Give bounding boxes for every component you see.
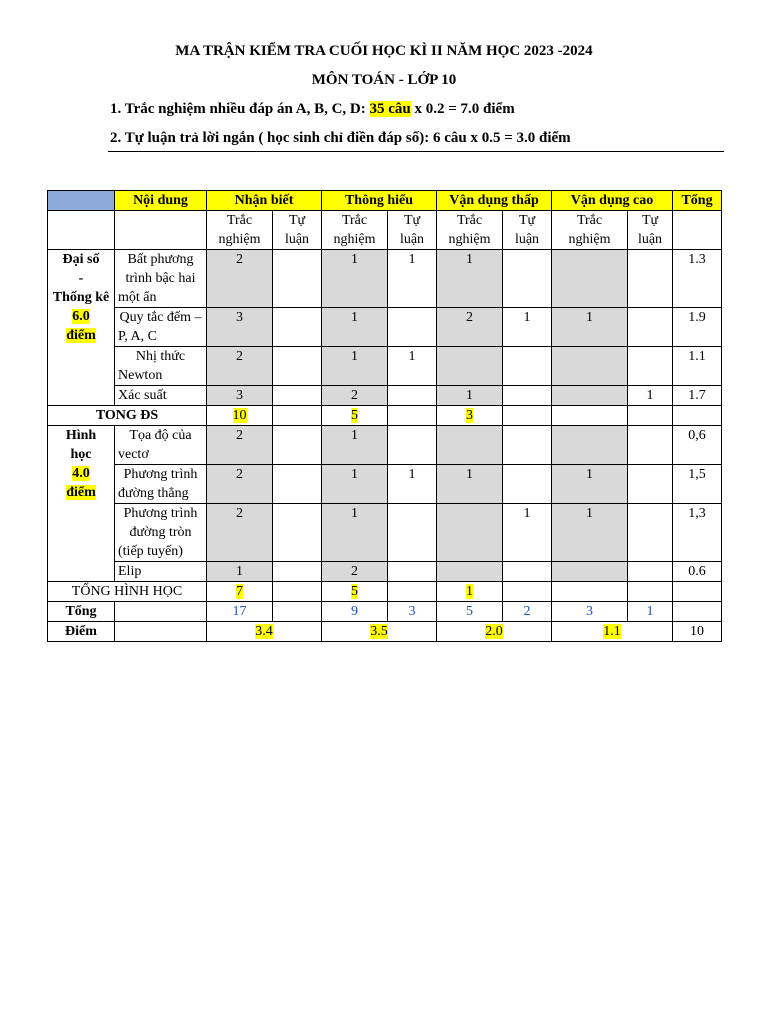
level-header-high-application: Vận dụng cao	[552, 191, 673, 211]
table-row	[48, 347, 722, 386]
sub-header-essay: Tự luận	[628, 211, 673, 250]
count-cell: 1	[322, 426, 388, 465]
count-cell: 1	[388, 465, 437, 504]
sub-header-mc: Trắc nghiệm	[552, 211, 628, 250]
table-row	[48, 426, 722, 465]
group-points: 4.0	[72, 466, 90, 481]
count-cell	[437, 426, 503, 465]
count-cell: 2	[207, 504, 273, 562]
count-cell: 1	[552, 465, 628, 504]
count-cell	[388, 562, 437, 582]
count-cell: 3	[437, 406, 503, 426]
row-total-cell	[673, 602, 722, 622]
count-cell	[273, 347, 322, 386]
row-total-cell	[673, 582, 722, 602]
group-points-unit: điểm	[66, 485, 96, 500]
count-cell	[388, 504, 437, 562]
group-name: Hình	[65, 428, 97, 443]
count-cell	[503, 386, 552, 406]
count-cell: 5	[437, 602, 503, 622]
group-points-unit: điểm	[66, 328, 96, 343]
count-cell: 2	[207, 465, 273, 504]
sub-header-mc: Trắc nghiệm	[437, 211, 503, 250]
count-cell	[628, 347, 673, 386]
count-cell	[273, 250, 322, 308]
grand-total-label: Tổng	[48, 602, 115, 622]
count-cell	[388, 582, 437, 602]
count-cell	[437, 562, 503, 582]
score-total-cell: 10	[673, 622, 722, 642]
count-cell: 1	[503, 504, 552, 562]
group-label-algebra	[48, 250, 115, 406]
sub-header-essay: Tự luận	[388, 211, 437, 250]
row-total-cell: 1,5	[673, 465, 722, 504]
count-cell	[273, 602, 322, 622]
corner-cell	[48, 191, 115, 211]
count-cell	[273, 386, 322, 406]
count-cell: 2	[437, 308, 503, 347]
row-total-cell: 0.6	[673, 562, 722, 582]
table-row	[48, 308, 722, 347]
content-header: Nội dung	[115, 191, 207, 211]
count-cell	[388, 426, 437, 465]
count-cell	[273, 406, 322, 426]
mc-desc-suffix: x 0.2 = 7.0 điểm	[410, 101, 515, 117]
count-cell: 1	[437, 250, 503, 308]
count-cell: 7	[207, 582, 273, 602]
count-cell: 3	[207, 386, 273, 406]
mc-desc-prefix: 1. Trắc nghiệm nhiều đáp án A, B, C, D:	[110, 101, 370, 117]
count-cell	[552, 562, 628, 582]
count-cell	[503, 406, 552, 426]
essay-description: 2. Tự luận trả lời ngắn ( học sinh chỉ điền đáp số): 6 câu x 0.5 = 3.0 điểm	[110, 130, 571, 146]
count-cell	[628, 562, 673, 582]
count-cell	[628, 582, 673, 602]
count-cell: 1	[322, 347, 388, 386]
row-total-cell: 1.1	[673, 347, 722, 386]
count-cell	[628, 465, 673, 504]
topic-cell: Xác suất	[115, 386, 207, 406]
empty-cell	[115, 602, 207, 622]
count-cell	[552, 386, 628, 406]
count-cell	[503, 465, 552, 504]
score-cell: 1.1	[552, 622, 673, 642]
count-cell	[628, 504, 673, 562]
group-name: Đại số	[62, 252, 100, 267]
count-cell: 2	[322, 562, 388, 582]
grand-total-row	[48, 602, 722, 622]
sub-header-mc: Trắc nghiệm	[207, 211, 273, 250]
count-cell: 1	[322, 504, 388, 562]
count-cell	[273, 426, 322, 465]
sub-header-essay: Tự luận	[503, 211, 552, 250]
count-cell: 1	[503, 308, 552, 347]
sub-header-essay: Tự luận	[273, 211, 322, 250]
count-cell	[273, 308, 322, 347]
count-cell: 2	[207, 347, 273, 386]
count-cell	[437, 504, 503, 562]
count-cell: 1	[322, 250, 388, 308]
count-cell	[552, 347, 628, 386]
count-cell	[388, 406, 437, 426]
subtotal-row-geometry	[48, 582, 722, 602]
count-cell	[628, 426, 673, 465]
count-cell: 1	[437, 386, 503, 406]
count-cell	[388, 386, 437, 406]
mc-question-count: 35 câu	[369, 101, 411, 117]
row-total-cell: 1,3	[673, 504, 722, 562]
group-name: Thống kê	[52, 290, 110, 305]
level-header-low-application: Vận dụng thấp	[437, 191, 552, 211]
subject-title: MÔN TOÁN - LỚP 10	[311, 72, 457, 88]
count-cell	[273, 562, 322, 582]
count-cell: 1	[388, 250, 437, 308]
count-cell	[388, 308, 437, 347]
score-cell: 3.5	[322, 622, 437, 642]
count-cell	[273, 465, 322, 504]
row-total-cell	[673, 406, 722, 426]
count-cell	[273, 504, 322, 562]
count-cell	[628, 250, 673, 308]
count-cell: 1	[388, 347, 437, 386]
empty-cell	[673, 211, 722, 250]
group-label-geometry	[48, 426, 115, 582]
count-cell	[552, 250, 628, 308]
empty-cell	[48, 211, 115, 250]
table-row	[48, 504, 722, 562]
topic-cell: Phương trình đường thẳng	[115, 465, 207, 504]
count-cell: 17	[207, 602, 273, 622]
count-cell: 10	[207, 406, 273, 426]
count-cell	[552, 426, 628, 465]
count-cell	[552, 582, 628, 602]
count-cell	[503, 426, 552, 465]
count-cell	[503, 347, 552, 386]
empty-cell	[115, 622, 207, 642]
topic-cell: Bất phương trình bậc hai một ẩn	[115, 250, 207, 308]
document-title: MA TRẬN KIỂM TRA CUỐI HỌC KÌ II NĂM HỌC 2023 -2024	[175, 43, 593, 59]
count-cell: 5	[322, 406, 388, 426]
count-cell: 9	[322, 602, 388, 622]
score-cell: 3.4	[207, 622, 322, 642]
table-row	[48, 250, 722, 308]
count-cell: 3	[388, 602, 437, 622]
count-cell	[503, 562, 552, 582]
level-header-recognition: Nhận biết	[207, 191, 322, 211]
empty-cell	[115, 211, 207, 250]
score-label: Điểm	[48, 622, 115, 642]
count-cell	[503, 250, 552, 308]
count-cell	[503, 582, 552, 602]
count-cell: 1	[437, 465, 503, 504]
count-cell: 2	[322, 386, 388, 406]
subtotal-label: TỔNG HÌNH HỌC	[48, 582, 207, 602]
topic-cell: Elip	[115, 562, 207, 582]
table-row	[48, 386, 722, 406]
count-cell: 1	[437, 582, 503, 602]
level-header-understanding: Thông hiểu	[322, 191, 437, 211]
table-row	[48, 562, 722, 582]
table-row	[48, 465, 722, 504]
row-total-cell: 1.3	[673, 250, 722, 308]
count-cell: 1	[207, 562, 273, 582]
group-name-dash: -	[78, 271, 84, 286]
group-points: 6.0	[72, 309, 90, 324]
mc-description	[110, 101, 515, 118]
row-total-cell: 0,6	[673, 426, 722, 465]
subtotal-label: TONG ĐS	[48, 406, 207, 426]
count-cell: 1	[628, 602, 673, 622]
count-cell: 2	[207, 250, 273, 308]
count-cell: 1	[552, 504, 628, 562]
count-cell: 1	[322, 465, 388, 504]
count-cell	[628, 406, 673, 426]
count-cell: 5	[322, 582, 388, 602]
count-cell: 2	[207, 426, 273, 465]
count-cell	[437, 347, 503, 386]
exam-matrix-table	[47, 190, 722, 642]
count-cell	[628, 308, 673, 347]
score-cell: 2.0	[437, 622, 552, 642]
count-cell: 1	[628, 386, 673, 406]
header-row-types	[48, 211, 722, 250]
topic-cell: Nhị thức Newton	[115, 347, 207, 386]
subtotal-row-algebra	[48, 406, 722, 426]
header-row-levels	[48, 191, 722, 211]
row-total-cell: 1.7	[673, 386, 722, 406]
topic-cell: Quy tắc đếm – P, A, C	[115, 308, 207, 347]
header-divider	[108, 151, 724, 152]
count-cell: 3	[207, 308, 273, 347]
topic-cell: Tọa độ của vectơ	[115, 426, 207, 465]
count-cell: 1	[552, 308, 628, 347]
row-total-cell: 1.9	[673, 308, 722, 347]
score-row	[48, 622, 722, 642]
count-cell	[552, 406, 628, 426]
count-cell	[273, 582, 322, 602]
sub-header-mc: Trắc nghiệm	[322, 211, 388, 250]
total-header: Tổng	[673, 191, 722, 211]
topic-cell: Phương trình đường tròn (tiếp tuyến)	[115, 504, 207, 562]
group-name: học	[70, 447, 92, 462]
count-cell: 3	[552, 602, 628, 622]
count-cell: 1	[322, 308, 388, 347]
count-cell: 2	[503, 602, 552, 622]
